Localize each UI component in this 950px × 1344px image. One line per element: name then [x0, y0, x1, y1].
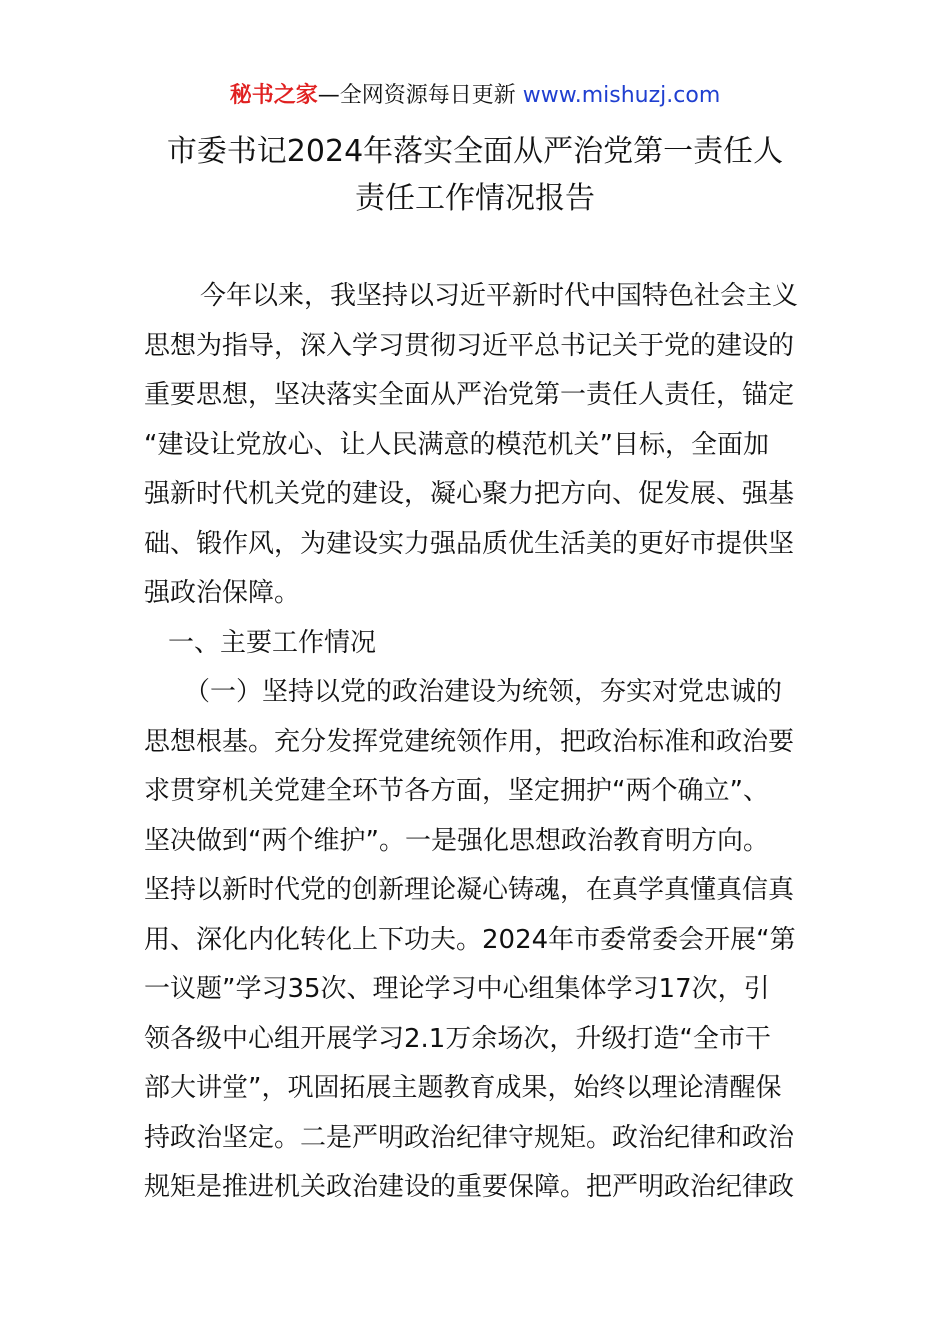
text-line: 领各级中心组开展学习2.1万余场次，升级打造“全市干 — [144, 1023, 771, 1054]
document-body — [144, 272, 814, 1213]
site-header — [0, 80, 950, 112]
text-line: 强政治保障。 — [144, 578, 301, 608]
text-line: 思想根基。充分发挥党建统领作用，把政治标准和政治要 — [144, 726, 795, 757]
text-line: 重要思想，坚决落实全面从严治党第一责任人责任，锚定 — [144, 380, 795, 410]
text-line: 求贯穿机关党建全环节各方面，坚定拥护“两个确立”、 — [144, 776, 769, 806]
document-title — [80, 128, 870, 222]
text-line: 思想为指导，深入学习贯彻习近平总书记关于党的建设的 — [144, 330, 795, 361]
text-line: 一议题”学习35次、理论学习中心组集体学习17次，引 — [144, 974, 770, 1004]
text-line: 坚持以新时代党的创新理论凝心铸魂，在真学真懂真信真 — [144, 875, 795, 905]
text-line: 今年以来，我坚持以习近平新时代中国特色社会主义 — [200, 281, 799, 311]
paragraph-intro — [144, 272, 814, 619]
title-line-1: 市委书记2024年落实全面从严治党第一责任人 — [166, 134, 784, 169]
text-line: 础、锻作风，为建设实力强品质优生活美的更好市提供坚 — [144, 528, 795, 559]
text-line: 强新时代机关党的建设，凝心聚力把方向、促发展、强基 — [144, 479, 795, 509]
site-url-link[interactable]: www.mishuzj.com — [522, 83, 721, 108]
text-line: 持政治坚定。二是严明政治纪律守规矩。政治纪律和政治 — [144, 1122, 795, 1153]
text-line: （一）坚持以党的政治建设为统领，夯实对党忠诚的 — [184, 677, 783, 707]
text-line: 坚决做到“两个维护”。一是强化思想政治教育明方向。 — [144, 825, 769, 856]
header-tagline: —全网资源每日更新 — [317, 83, 523, 108]
title-line-2: 责任工作情况报告 — [355, 181, 595, 216]
text-line: 部大讲堂”，巩固拓展主题教育成果，始终以理论清醒保 — [144, 1073, 782, 1103]
section-heading: 一、主要工作情况 — [168, 627, 377, 658]
brand-name: 秘书之家 — [229, 83, 318, 108]
paragraph-section-1 — [144, 668, 814, 1213]
text-line: 规矩是推进机关政治建设的重要保障。把严明政治纪律政 — [144, 1172, 795, 1202]
text-line: “建设让党放心、让人民满意的模范机关”目标，全面加 — [144, 429, 769, 460]
text-line: 用、深化内化转化上下功夫。2024年市委常委会开展“第 — [144, 924, 796, 955]
